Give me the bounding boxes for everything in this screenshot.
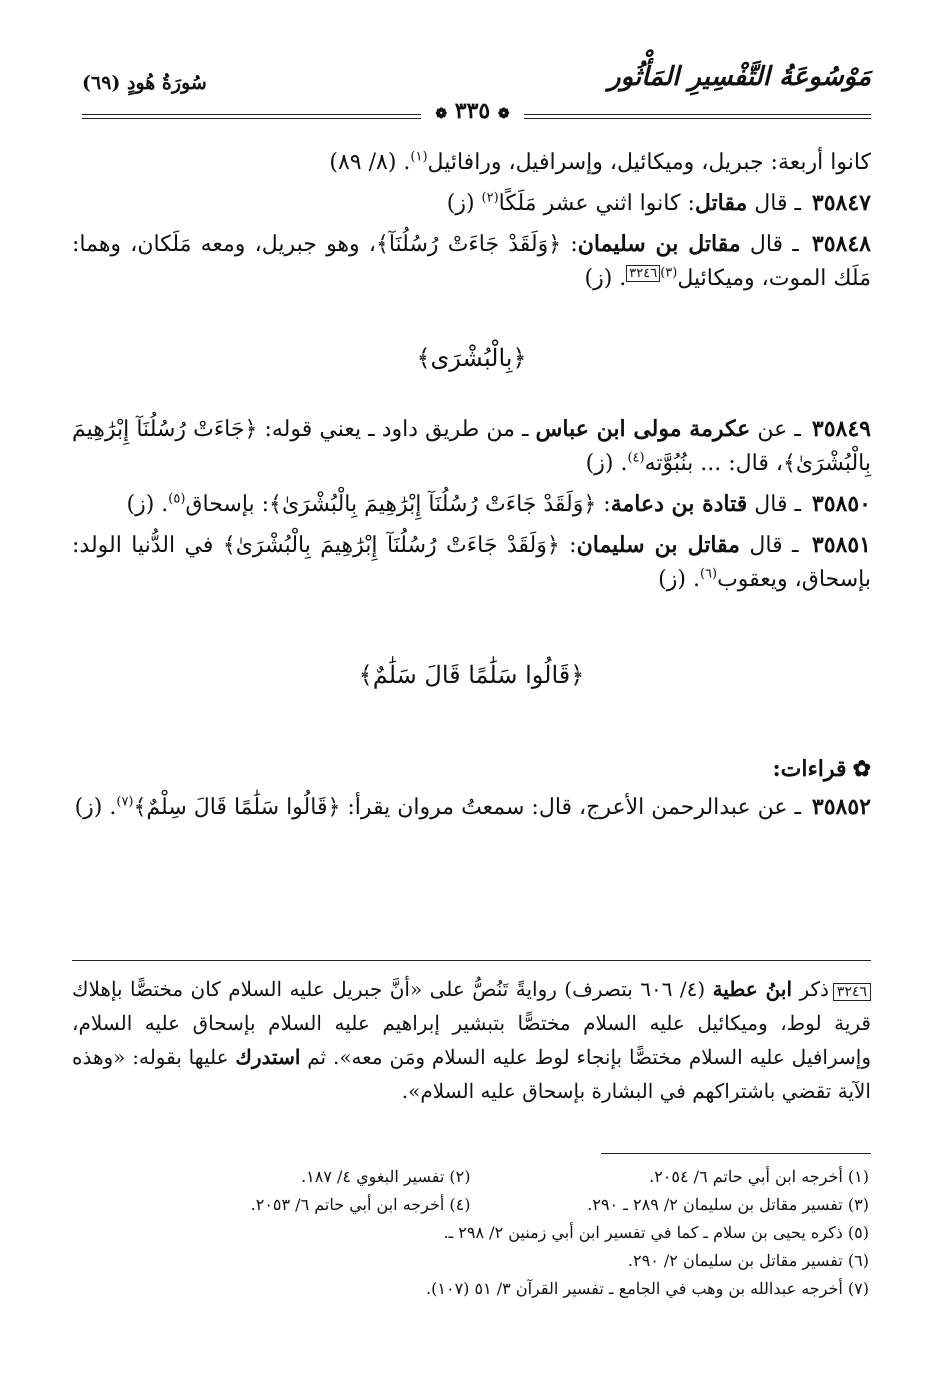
page-number-text: ٣٣٥ bbox=[454, 98, 491, 124]
text: . (ز) bbox=[584, 266, 627, 292]
text: : كانوا اثني عشر مَلَكًا bbox=[498, 191, 695, 217]
text: (ز) bbox=[446, 191, 482, 217]
note-reference-box: ٣٢٤٦ bbox=[626, 265, 660, 282]
paragraph bbox=[72, 790, 871, 825]
footnote-marker: (٤) bbox=[627, 450, 645, 466]
speaker-name: مقاتل بن سليمان bbox=[577, 231, 741, 258]
section-heading: ﴿بِالْبُشْرَى﴾ bbox=[416, 344, 527, 373]
speaker-name: عكرمة مولى ابن عباس bbox=[535, 415, 751, 442]
footnotes-separator bbox=[601, 1153, 871, 1154]
report-number: ٣٥٨٥١ bbox=[811, 531, 871, 558]
qiraat-heading bbox=[72, 752, 871, 786]
footnote-marker: (٢) bbox=[481, 190, 499, 206]
text: ـ قال bbox=[739, 532, 808, 558]
footnotes bbox=[72, 1163, 869, 1303]
footnote-marker: (٣) bbox=[660, 265, 678, 281]
text: . (ز) bbox=[658, 566, 700, 592]
ornament-icon: ❁ bbox=[435, 106, 448, 122]
speaker-name: مقاتل bbox=[694, 190, 748, 217]
speaker-name: مقاتل بن سليمان bbox=[576, 531, 740, 558]
ornament-icon: ❁ bbox=[497, 106, 510, 122]
text: ـ من طريق داود ـ يعني قوله: ﴿جَاءَتْ رُسُلُنَآ إِبْرَٰهِيمَ بِالْبُشْرَىٰ﴾، قال: ... بنُبُوَّته bbox=[72, 416, 871, 476]
report-number: ٣٥٨٤٩ bbox=[811, 415, 871, 442]
footnote: (٦) تفسير مقاتل بن سليمان ٢/ ٢٩٠. bbox=[627, 1251, 869, 1270]
author-name: ابنُ عطية bbox=[712, 977, 793, 1001]
footnote-row bbox=[72, 1163, 869, 1191]
footnote-row bbox=[72, 1219, 869, 1247]
report-number: ٣٥٨٥٢ bbox=[811, 794, 871, 821]
page-number-wrap bbox=[0, 98, 945, 124]
text: . (ز) bbox=[585, 450, 628, 476]
text: كانوا أربعة: جبريل، وميكائيل، وإسرافيل، ورافائيل bbox=[427, 150, 871, 175]
text: ـ قال bbox=[747, 491, 808, 517]
footnote: (٢) تفسير البغوي ٤/ ١٨٧. bbox=[301, 1167, 471, 1186]
text: ـ عن bbox=[750, 416, 808, 442]
commentary-note bbox=[72, 972, 871, 1108]
footnote: (٧) أخرجه عبدالله بن وهب في الجامع ـ تفسير القرآن ٣/ ٥١ (١٠٧). bbox=[426, 1279, 869, 1298]
footnote: (١) أخرجه ابن أبي حاتم ٦/ ٢٠٥٤. bbox=[649, 1167, 869, 1186]
footnote: (٣) تفسير مقاتل بن سليمان ٢/ ٢٨٩ ـ ٢٩٠. bbox=[587, 1195, 869, 1214]
footnote: (٥) ذكره يحيى بن سلام ـ كما في تفسير ابن أبي زمنين ٢/ ٢٩٨ ـ. bbox=[443, 1223, 869, 1242]
paragraph bbox=[72, 487, 871, 522]
flower-icon: ✿ bbox=[852, 756, 871, 783]
footnote: (٤) أخرجه ابن أبي حاتم ٦/ ٢٠٥٣. bbox=[250, 1195, 471, 1214]
text: عليها بقوله: «وهذه الآية تقضي باشتراكهم في البشارة بإسحاق عليه السلام». bbox=[72, 1045, 871, 1103]
verb-bold: استدرك bbox=[235, 1045, 301, 1069]
footnote-marker: (٧) bbox=[116, 794, 134, 810]
footnote-marker: (١) bbox=[410, 149, 428, 165]
footnote-marker: (٥) bbox=[168, 491, 186, 507]
footnote-marker: (٦) bbox=[699, 566, 718, 582]
note-separator bbox=[72, 960, 871, 961]
footnote-row bbox=[72, 1247, 869, 1275]
book-title: مَوْسُوعَةُ التَّفْسِيرِ المَأْثُور bbox=[608, 62, 871, 92]
section-heading: ﴿قَالُوا سَلَٰمًا قَالَ سَلَٰمٌ﴾ bbox=[358, 661, 585, 690]
report-number: ٣٥٨٤٧ bbox=[811, 190, 871, 217]
text: ـ قال bbox=[747, 191, 808, 217]
text: . (ز) bbox=[126, 491, 169, 517]
footnote-row bbox=[72, 1275, 869, 1303]
text: : ﴿وَلَقَدْ جَاءَتْ رُسُلُنَآ﴾، وهو جبريل، ومعه مَلَكان، وهما: مَلَك الموت، وميكائيل bbox=[72, 232, 871, 292]
report-number: ٣٥٨٥٠ bbox=[811, 490, 871, 517]
footnote-row bbox=[72, 1191, 869, 1219]
paragraph bbox=[72, 528, 871, 597]
page-number bbox=[421, 98, 523, 124]
text: ـ عن عبدالرحمن الأعرج، قال: سمعتُ مروان يقرأ: ﴿قَالُوا سَلَٰمًا قَالَ سِلْمٌ﴾ bbox=[133, 795, 808, 821]
speaker-name: قتادة بن دعامة bbox=[610, 490, 748, 517]
paragraph bbox=[72, 412, 871, 481]
text: . (٨/ ٨٩) bbox=[329, 150, 411, 175]
note-number-box: ٣٢٤٦ bbox=[833, 983, 871, 1001]
paragraph bbox=[72, 186, 871, 221]
qiraat-label: قراءات: bbox=[772, 756, 847, 783]
page-header bbox=[82, 62, 871, 102]
text: ـ قال bbox=[740, 232, 808, 258]
text: : ﴿وَلَقَدْ جَاءَتْ رُسُلُنَآ إِبْرَٰهِيمَ بِالْبُشْرَىٰ﴾ في الدُّنيا الولد: بإسحاق، ويعقوب bbox=[72, 532, 871, 592]
paragraph bbox=[72, 146, 871, 180]
text: (٤/ ٦٠٦ بتصرف) روايةً تَنُصُّ على «أنَّ جبريل عليه السلام كان مختصًّا بإهلاك قرية لوط، وميكائيل عليه السلام مختصًّا بتبشير إبراهيم عليه السلام بإسحاق عليه السلام، وإسرافيل عليه السلام مختصًّا بإنجاء لوط عليه السلام ومَن معه». ثم bbox=[72, 977, 871, 1069]
main-text bbox=[72, 146, 871, 831]
surah-reference: سُورَةُ هُودٍ (٦٩) bbox=[82, 72, 207, 94]
text: . (ز) bbox=[74, 795, 117, 821]
text: : ﴿وَلَقَدْ جَاءَتْ رُسُلُنَآ إِبْرَٰهِيمَ بِالْبُشْرَىٰ﴾: بإسحاق bbox=[185, 491, 611, 517]
paragraph bbox=[72, 227, 871, 296]
report-number: ٣٥٨٤٨ bbox=[811, 231, 871, 258]
text: ذكر bbox=[792, 977, 829, 1001]
